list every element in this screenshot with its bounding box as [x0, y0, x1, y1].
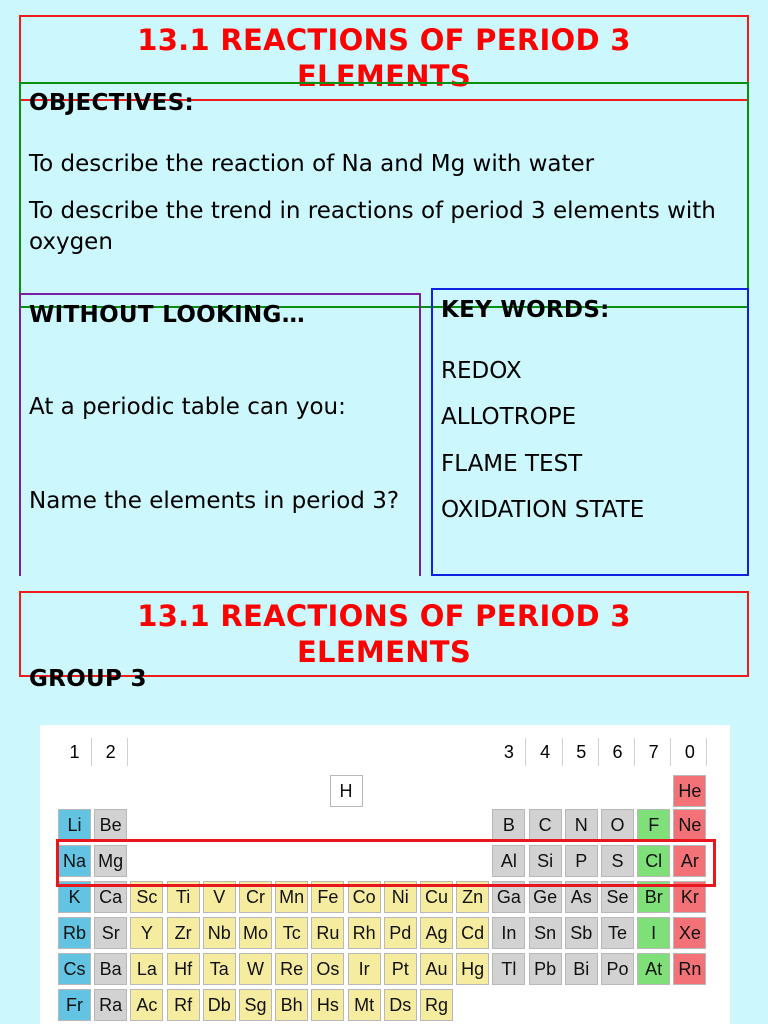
- element-cs: Cs: [58, 953, 91, 985]
- element-he: He: [673, 775, 706, 807]
- element-be: Be: [94, 809, 127, 841]
- element-mn: Mn: [275, 881, 308, 913]
- element-pd: Pd: [384, 917, 417, 949]
- element-br: Br: [637, 881, 670, 913]
- element-sc: Sc: [130, 881, 163, 913]
- element-ga: Ga: [492, 881, 525, 913]
- without-looking-box: [19, 293, 421, 576]
- element-rf: Rf: [167, 989, 200, 1021]
- element-te: Te: [601, 917, 634, 949]
- element-ru: Ru: [311, 917, 344, 949]
- element-si: Si: [529, 845, 562, 877]
- element-zr: Zr: [167, 917, 200, 949]
- element-hs: Hs: [311, 989, 344, 1021]
- element-po: Po: [601, 953, 634, 985]
- element-zn: Zn: [456, 881, 489, 913]
- element-ar: Ar: [673, 845, 706, 877]
- element-rb: Rb: [58, 917, 91, 949]
- key-word-3: FLAME TEST: [441, 451, 583, 477]
- element-rh: Rh: [348, 917, 381, 949]
- element-sg: Sg: [239, 989, 272, 1021]
- slide1-title: 13.1 REACTIONS OF PERIOD 3 ELEMENTS: [137, 23, 631, 93]
- group-number-6: 6: [601, 738, 635, 766]
- element-tl: Tl: [492, 953, 525, 985]
- element-at: At: [637, 953, 670, 985]
- element-hg: Hg: [456, 953, 489, 985]
- objective-1: To describe the reaction of Na and Mg with water: [29, 151, 595, 177]
- element-c: C: [529, 809, 562, 841]
- element-ra: Ra: [94, 989, 127, 1021]
- element-kr: Kr: [673, 881, 706, 913]
- slide2-title: 13.1 REACTIONS OF PERIOD 3 ELEMENTS: [137, 599, 631, 669]
- element-ca: Ca: [94, 881, 127, 913]
- element-fr: Fr: [58, 989, 91, 1021]
- group-number-0: 0: [673, 738, 707, 766]
- element-au: Au: [420, 953, 453, 985]
- element-mg: Mg: [94, 845, 127, 877]
- group-number-5: 5: [565, 738, 599, 766]
- element-cu: Cu: [420, 881, 453, 913]
- element-rg: Rg: [420, 989, 453, 1021]
- key-words-heading: KEY WORDS:: [441, 297, 610, 323]
- element-cd: Cd: [456, 917, 489, 949]
- element-ni: Ni: [384, 881, 417, 913]
- group-number-1: 1: [58, 738, 92, 766]
- element-cr: Cr: [239, 881, 272, 913]
- objectives-heading: OBJECTIVES:: [29, 90, 195, 116]
- element-na: Na: [58, 845, 91, 877]
- element-ti: Ti: [167, 881, 200, 913]
- element-ne: Ne: [673, 809, 706, 841]
- group-number-3: 3: [492, 738, 526, 766]
- element-rn: Rn: [673, 953, 706, 985]
- element-ge: Ge: [529, 881, 562, 913]
- element-la: La: [130, 953, 163, 985]
- without-looking-text-2: Name the elements in period 3?: [29, 488, 400, 514]
- element-sb: Sb: [565, 917, 598, 949]
- element-ta: Ta: [203, 953, 236, 985]
- element-nb: Nb: [203, 917, 236, 949]
- element-pt: Pt: [384, 953, 417, 985]
- element-tc: Tc: [275, 917, 308, 949]
- element-y: Y: [130, 917, 163, 949]
- group-number-2: 2: [94, 738, 128, 766]
- element-w: W: [239, 953, 272, 985]
- element-ba: Ba: [94, 953, 127, 985]
- element-sn: Sn: [529, 917, 562, 949]
- element-v: V: [203, 881, 236, 913]
- element-hf: Hf: [167, 953, 200, 985]
- element-i: I: [637, 917, 670, 949]
- period-3-highlight: [56, 839, 716, 887]
- element-b: B: [492, 809, 525, 841]
- periodic-table: [40, 725, 730, 1024]
- element-ds: Ds: [384, 989, 417, 1021]
- element-s: S: [601, 845, 634, 877]
- element-fe: Fe: [311, 881, 344, 913]
- element-p: P: [565, 845, 598, 877]
- element-ac: Ac: [130, 989, 163, 1021]
- element-sr: Sr: [94, 917, 127, 949]
- element-db: Db: [203, 989, 236, 1021]
- group-number-7: 7: [637, 738, 671, 766]
- element-bi: Bi: [565, 953, 598, 985]
- element-pb: Pb: [529, 953, 562, 985]
- element-cl: Cl: [637, 845, 670, 877]
- element-se: Se: [601, 881, 634, 913]
- element-h: H: [330, 775, 363, 807]
- without-looking-heading: WITHOUT LOOKING…: [29, 302, 306, 328]
- element-al: Al: [492, 845, 525, 877]
- element-as: As: [565, 881, 598, 913]
- key-word-4: OXIDATION STATE: [441, 497, 645, 523]
- element-li: Li: [58, 809, 91, 841]
- element-co: Co: [348, 881, 381, 913]
- group-number-4: 4: [529, 738, 563, 766]
- element-os: Os: [311, 953, 344, 985]
- objective-2: To describe the trend in reactions of period 3 elements with oxygen: [29, 198, 716, 255]
- element-mt: Mt: [348, 989, 381, 1021]
- element-ag: Ag: [420, 917, 453, 949]
- element-o: O: [601, 809, 634, 841]
- element-k: K: [58, 881, 91, 913]
- element-mo: Mo: [239, 917, 272, 949]
- element-xe: Xe: [673, 917, 706, 949]
- element-re: Re: [275, 953, 308, 985]
- key-word-2: ALLOTROPE: [441, 404, 577, 430]
- element-ir: Ir: [348, 953, 381, 985]
- key-word-1: REDOX: [441, 358, 522, 384]
- element-n: N: [565, 809, 598, 841]
- element-f: F: [637, 809, 670, 841]
- element-in: In: [492, 917, 525, 949]
- element-bh: Bh: [275, 989, 308, 1021]
- without-looking-text-1: At a periodic table can you:: [29, 394, 346, 420]
- group-3-heading: GROUP 3: [29, 666, 147, 692]
